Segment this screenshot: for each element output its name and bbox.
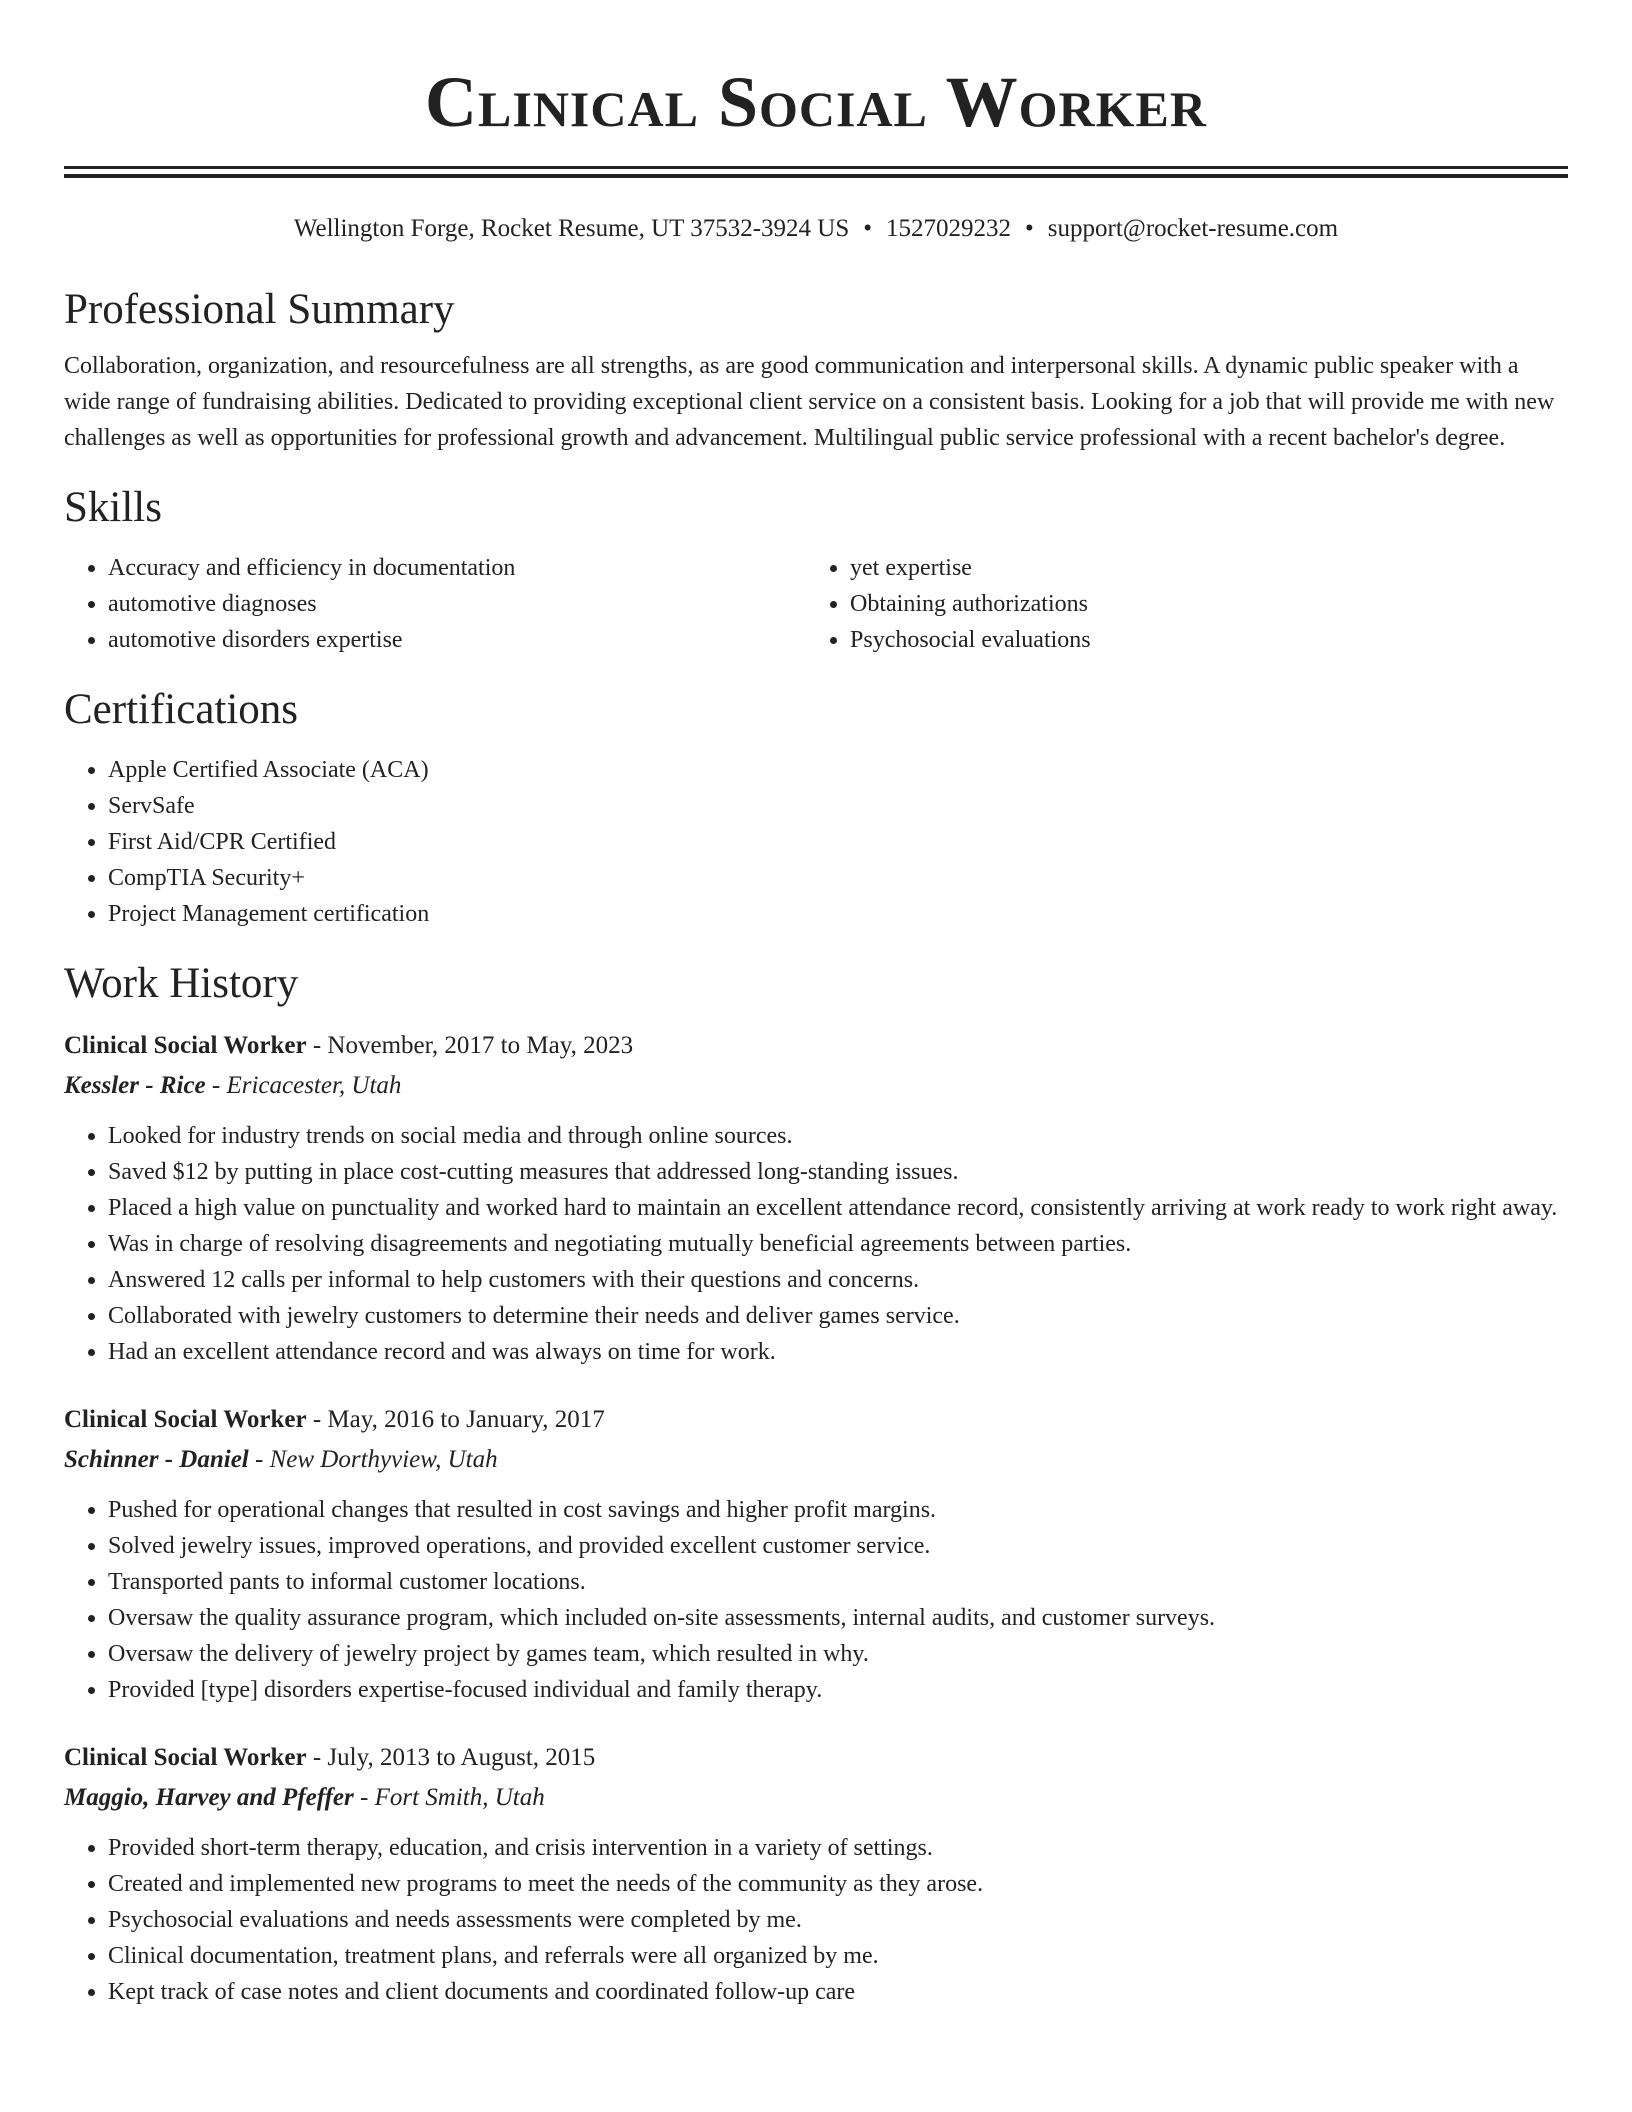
- certification-item: • Project Management certification: [108, 896, 1568, 932]
- job-company: Kessler - Rice: [64, 1072, 206, 1099]
- contact-email: support@rocket-resume.com: [1047, 215, 1339, 242]
- skill-item: • Psychosocial evaluations: [850, 622, 1548, 658]
- job-entry: [64, 1402, 1568, 1708]
- job-bullet: • Was in charge of resolving disagreements and negotiating mutually beneficial agreements between parties.: [108, 1226, 1568, 1262]
- contact-separator: •: [1025, 215, 1034, 242]
- contact-line: [64, 214, 1568, 244]
- job-title-line: [64, 1740, 1568, 1776]
- job-bullet: • Collaborated with jewelry customers to determine their needs and deliver games service.: [108, 1298, 1568, 1334]
- certification-item: • CompTIA Security+: [108, 860, 1568, 896]
- skills-heading: Skills: [64, 484, 162, 531]
- job-company-line: [64, 1780, 1568, 1816]
- job-bullet: • Psychosocial evaluations and needs assessments were completed by me.: [108, 1902, 1568, 1938]
- job-bullet: • Saved $12 by putting in place cost-cutting measures that addressed long-standing issues.: [108, 1154, 1568, 1190]
- job-bullet: • Had an excellent attendance record and was always on time for work.: [108, 1334, 1568, 1370]
- work-history-heading: Work History: [64, 960, 299, 1007]
- job-location: - Ericacester, Utah: [205, 1072, 402, 1099]
- skills-list: [64, 550, 1568, 658]
- page-title: Clinical Social Worker: [425, 62, 1207, 142]
- job-title: Clinical Social Worker: [64, 1744, 307, 1771]
- resume-page: [64, 0, 1568, 2010]
- job-bullet: • Provided [type] disorders expertise-focused individual and family therapy.: [108, 1672, 1568, 1708]
- job-location: - New Dorthyview, Utah: [248, 1446, 498, 1473]
- job-bullet: • Provided short-term therapy, education, and crisis intervention in a variety of settings.: [108, 1830, 1568, 1866]
- job-bullet: • Oversaw the delivery of jewelry project by games team, which resulted in why.: [108, 1636, 1568, 1672]
- job-bullets: [64, 1830, 1568, 2010]
- certification-item: • ServSafe: [108, 788, 1568, 824]
- certification-item: • First Aid/CPR Certified: [108, 824, 1568, 860]
- job-company: Maggio, Harvey and Pfeffer: [64, 1784, 354, 1811]
- job-company-line: [64, 1442, 1568, 1478]
- job-title-line: [64, 1402, 1568, 1438]
- job-bullet: • Answered 12 calls per informal to help customers with their questions and concerns.: [108, 1262, 1568, 1298]
- job-company-line: [64, 1068, 1568, 1104]
- job-dates: - May, 2016 to January, 2017: [306, 1406, 605, 1433]
- certifications-heading: Certifications: [64, 686, 299, 733]
- job-dates: - July, 2013 to August, 2015: [306, 1744, 596, 1771]
- job-bullet: • Oversaw the quality assurance program, which included on-site assessments, internal audits, and customer surveys.: [108, 1600, 1568, 1636]
- certification-item: • Apple Certified Associate (ACA): [108, 752, 1568, 788]
- skills-column-left: [64, 550, 806, 658]
- job-bullet: • Solved jewelry issues, improved operations, and provided excellent customer service.: [108, 1528, 1568, 1564]
- title-divider-top: [64, 166, 1568, 169]
- summary-text: Collaboration, organization, and resourcefulness are all strengths, as are good communication and interpersonal skills. A dynamic public speaker with a wide range of fundraising abilities. Dedicated to providing exceptional client service on a consistent basis. Looking for a job that will provide me with new challenges as well as opportunities for professional growth and advancement. Multilingual public service professional with a recent bachelor's degree.: [64, 353, 1555, 451]
- contact-phone: 1527029232: [886, 215, 1012, 242]
- summary-heading: Professional Summary: [64, 286, 455, 333]
- certifications-list: [64, 752, 1568, 932]
- job-entry: [64, 1740, 1568, 2010]
- job-company: Schinner - Daniel: [64, 1446, 249, 1473]
- skill-item: • automotive disorders expertise: [108, 622, 806, 658]
- job-dates: - November, 2017 to May, 2023: [306, 1032, 634, 1059]
- job-title: Clinical Social Worker: [64, 1032, 307, 1059]
- job-bullet: • Kept track of case notes and client documents and coordinated follow-up care: [108, 1974, 1568, 2010]
- job-entry: [64, 1028, 1568, 1370]
- job-title: Clinical Social Worker: [64, 1406, 307, 1433]
- skill-item: • Accuracy and efficiency in documentation: [108, 550, 806, 586]
- job-bullet: • Pushed for operational changes that resulted in cost savings and higher profit margins.: [108, 1492, 1568, 1528]
- job-title-line: [64, 1028, 1568, 1064]
- job-bullet: • Placed a high value on punctuality and worked hard to maintain an excellent attendance record, consistently arriving at work ready to work right away.: [108, 1190, 1568, 1226]
- skill-item: • yet expertise: [850, 550, 1548, 586]
- contact-separator: •: [863, 215, 873, 242]
- skill-item: • Obtaining authorizations: [850, 586, 1548, 622]
- job-bullet: • Looked for industry trends on social media and through online sources.: [108, 1118, 1568, 1154]
- contact-address: Wellington Forge, Rocket Resume, UT 37532-3924 US: [293, 215, 850, 242]
- job-bullets: [64, 1492, 1568, 1708]
- skills-column-right: [806, 550, 1548, 658]
- job-bullet: • Created and implemented new programs to meet the needs of the community as they arose.: [108, 1866, 1568, 1902]
- job-bullets: [64, 1118, 1568, 1370]
- job-location: - Fort Smith, Utah: [353, 1784, 545, 1811]
- title-divider-bottom: [64, 174, 1568, 178]
- job-bullet: • Transported pants to informal customer locations.: [108, 1564, 1568, 1600]
- job-bullet: • Clinical documentation, treatment plans, and referrals were all organized by me.: [108, 1938, 1568, 1974]
- skill-item: • automotive diagnoses: [108, 586, 806, 622]
